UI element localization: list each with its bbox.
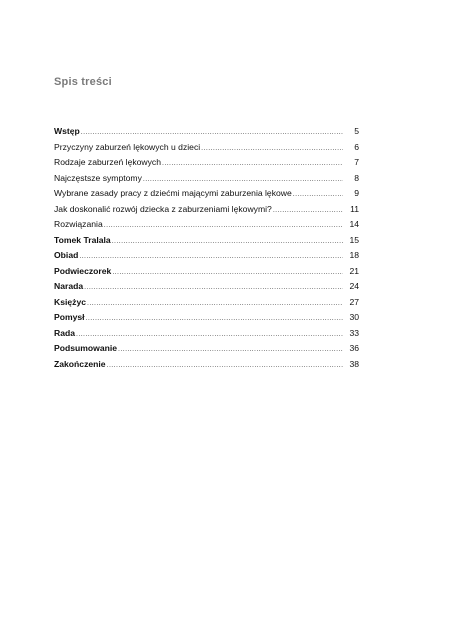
toc-entry xyxy=(54,310,359,326)
dot-leader xyxy=(84,280,343,296)
toc-entry xyxy=(54,217,359,233)
toc-entry-title: Przyczyny zaburzeń lękowych u dzieci xyxy=(54,141,201,152)
toc-entry-title: Rada xyxy=(54,327,76,338)
toc-entry-title: Podwieczorek xyxy=(54,265,112,276)
toc-entry xyxy=(54,341,359,357)
dot-leader xyxy=(118,342,343,358)
toc-entry-page: 5 xyxy=(354,126,359,136)
toc-entry-page: 21 xyxy=(349,265,359,276)
dot-leader xyxy=(112,234,343,250)
toc-entry-title: Najczęstsze symptomy xyxy=(54,172,142,183)
toc-entry-page: 36 xyxy=(349,343,359,353)
toc-entry-title: Rozwiązania xyxy=(54,219,103,229)
toc-entry-title: Rodzaje zaburzeń lękowych xyxy=(54,157,162,167)
dot-leader xyxy=(162,156,343,172)
toc-entry-page: 18 xyxy=(349,250,359,260)
toc-entry xyxy=(54,248,359,264)
toc-heading: Spis treści xyxy=(54,76,112,88)
toc-entry-title: Wybrane zasady pracy z dziećmi mającymi zaburzenia lękowe xyxy=(54,188,292,198)
toc-entry-title: Narada xyxy=(54,281,84,291)
toc-entry xyxy=(54,171,359,187)
toc-entry-title: Księżyc xyxy=(54,296,87,307)
dot-leader xyxy=(107,358,343,374)
toc-entry-page: 14 xyxy=(349,219,359,229)
dot-leader xyxy=(143,172,343,188)
dot-leader xyxy=(86,311,343,327)
dot-leader xyxy=(104,218,343,234)
dot-leader xyxy=(79,249,343,265)
toc-entry xyxy=(54,295,359,311)
toc-entry-title: Obiad xyxy=(54,250,79,260)
toc-entry-title: Jak doskonalić rozwój dziecka z zaburzeniami lękowymi? xyxy=(54,203,272,214)
toc-entry xyxy=(54,140,359,156)
toc-entry-page: 38 xyxy=(349,358,359,369)
toc-entry xyxy=(54,124,359,140)
table-of-contents xyxy=(54,124,359,372)
toc-entry-title: Tomek Tralala xyxy=(54,234,111,245)
toc-entry-page: 27 xyxy=(349,296,359,307)
toc-entry-page: 15 xyxy=(349,234,359,245)
toc-entry-title: Pomysł xyxy=(54,312,85,322)
toc-entry xyxy=(54,186,359,202)
toc-entry-page: 33 xyxy=(349,327,359,338)
toc-entry-title: Zakończenie xyxy=(54,358,106,369)
dot-leader xyxy=(112,265,343,281)
toc-entry xyxy=(54,279,359,295)
dot-leader xyxy=(76,327,343,343)
toc-entry-title: Wstęp xyxy=(54,126,80,136)
toc-entry xyxy=(54,357,359,373)
dot-leader xyxy=(201,141,343,157)
dot-leader xyxy=(81,125,343,141)
toc-entry-page: 24 xyxy=(349,281,359,291)
dot-leader xyxy=(87,296,343,312)
toc-entry-page: 6 xyxy=(354,141,359,152)
dot-leader xyxy=(293,187,343,203)
toc-entry xyxy=(54,326,359,342)
dot-leader xyxy=(273,203,343,219)
toc-entry-page: 11 xyxy=(350,203,359,214)
toc-entry-page: 7 xyxy=(354,157,359,167)
toc-entry-title: Podsumowanie xyxy=(54,343,118,353)
toc-entry xyxy=(54,264,359,280)
toc-entry xyxy=(54,202,359,218)
toc-entry xyxy=(54,233,359,249)
toc-entry-page: 8 xyxy=(354,172,359,183)
toc-entry-page: 9 xyxy=(354,188,359,198)
toc-entry-page: 30 xyxy=(349,312,359,322)
toc-entry xyxy=(54,155,359,171)
